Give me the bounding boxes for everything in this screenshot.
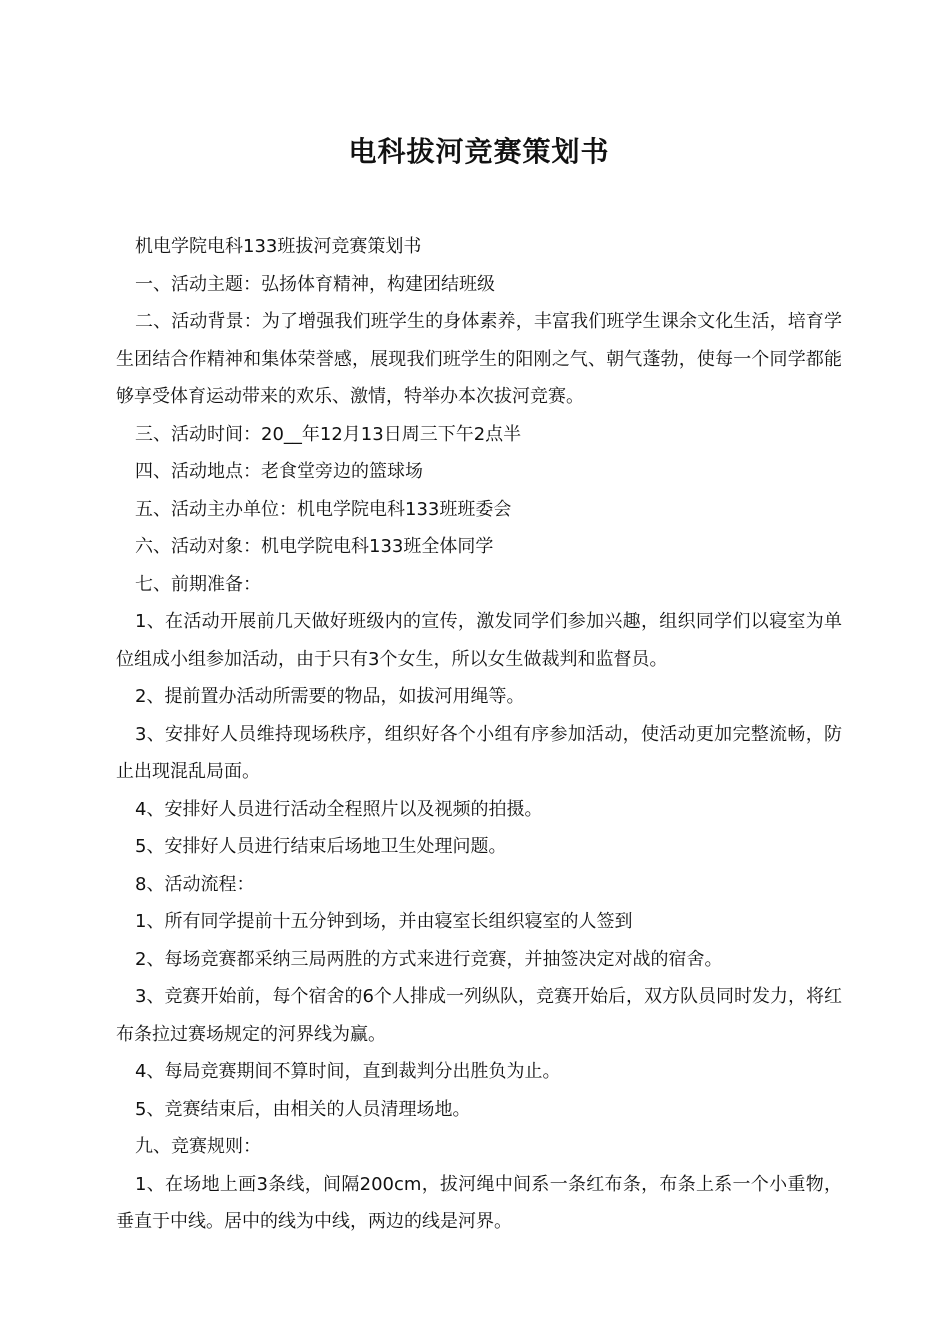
paragraph-preparation-4: 4、安排好人员进行活动全程照片以及视频的拍摄。 bbox=[135, 798, 543, 820]
paragraph-preparation-heading: 七、前期准备： bbox=[135, 573, 261, 595]
paragraph-location: 四、活动地点：老食堂旁边的篮球场 bbox=[135, 461, 423, 482]
paragraph-audience: 六、活动对象：机电学院电科133班全体同学 bbox=[135, 536, 494, 557]
paragraph-process-2: 2、每场竞赛都采纳三局两胜的方式来进行竞赛，并抽签决定对战的宿舍。 bbox=[135, 948, 723, 970]
paragraph-preparation-5: 5、安排好人员进行结束后场地卫生处理问题。 bbox=[135, 836, 507, 857]
paragraph-preparation-3: 3、安排好人员维持现场秩序，组织好各个小组有序参加活动，使活动更加完整流畅，防止出现混乱局面。 bbox=[116, 723, 842, 782]
paragraph-process-4: 4、每局竞赛期间不算时间，直到裁判分出胜负为止。 bbox=[135, 1061, 561, 1082]
paragraph-rules-1: 1、在场地上画3条线，间隔200cm，拔河绳中间系一条红布条，布条上系一个小重物，垂直于中线。居中的线为中线，两边的线是河界。 bbox=[116, 1173, 842, 1232]
paragraph-preparation-1: 1、在活动开展前几天做好班级内的宣传，激发同学们参加兴趣，组织同学们以寝室为单位组成小组参加活动，由于只有3个女生，所以女生做裁判和监督员。 bbox=[116, 611, 842, 670]
document-body bbox=[116, 228, 842, 1241]
paragraph-heading-line: 机电学院电科133班拔河竞赛策划书 bbox=[135, 236, 422, 257]
paragraph-process-5: 5、竞赛结束后，由相关的人员清理场地。 bbox=[135, 1098, 471, 1120]
paragraph-preparation-2: 2、提前置办活动所需要的物品，如拔河用绳等。 bbox=[135, 686, 525, 707]
paragraph-rules-heading: 九、竞赛规则： bbox=[135, 1136, 261, 1157]
paragraph-background: 二、活动背景：为了增强我们班学生的身体素养，丰富我们班学生课余文化生活，培育学生团结合作精神和集体荣誉感，展现我们班学生的阳刚之气、朝气蓬勃，使每一个同学都能够享受体育运动带来的欢乐、激情，特举办本次拔河竞赛。 bbox=[116, 311, 842, 407]
paragraph-process-heading: 8、活动流程： bbox=[135, 873, 255, 895]
paragraph-organizer: 五、活动主办单位：机电学院电科133班班委会 bbox=[135, 498, 512, 520]
paragraph-process-1: 1、所有同学提前十五分钟到场，并由寝室长组织寝室的人签到 bbox=[135, 911, 633, 932]
paragraph-theme: 一、活动主题：弘扬体育精神，构建团结班级 bbox=[135, 273, 495, 295]
paragraph-time: 三、活动时间：20__年12月13日周三下午2点半 bbox=[135, 423, 522, 445]
paragraph-process-3: 3、竞赛开始前，每个宿舍的6个人排成一列纵队，竞赛开始后，双方队员同时发力，将红布条拉过赛场规定的河界线为赢。 bbox=[116, 986, 842, 1045]
document-title: 电科拔河竞赛策划书 bbox=[348, 135, 610, 168]
